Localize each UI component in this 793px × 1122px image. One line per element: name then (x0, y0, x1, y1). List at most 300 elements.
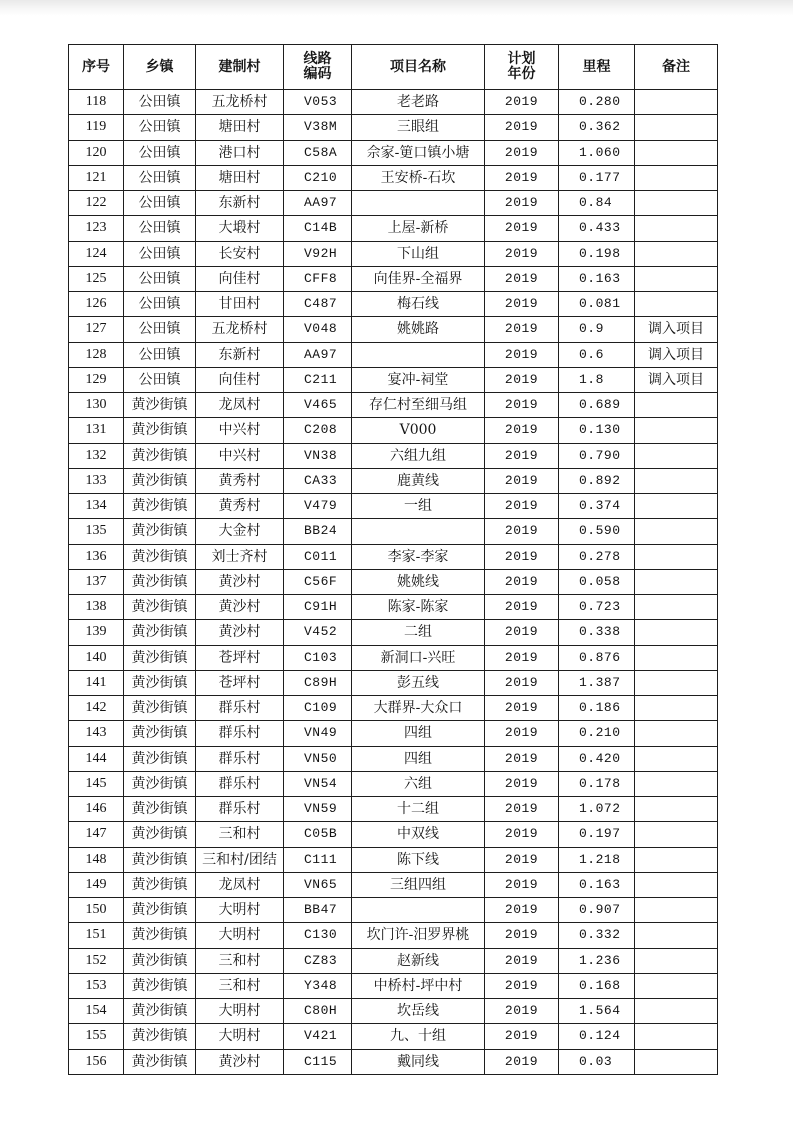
plan-year-cell: 2019 (485, 696, 559, 721)
note-cell (635, 999, 718, 1024)
village-cell: 黄沙村 (196, 1049, 284, 1074)
mileage-cell: 0.168 (559, 973, 635, 998)
project-name-cell: 上屋-新桥 (352, 216, 485, 241)
project-name-cell: 老老路 (352, 90, 485, 115)
note-cell (635, 569, 718, 594)
table-row (69, 292, 718, 317)
note-cell (635, 620, 718, 645)
route-code-cell: VN54 (284, 771, 352, 796)
mileage-cell: 0.163 (559, 872, 635, 897)
project-name-cell: 坎门许-汨罗界桃 (352, 923, 485, 948)
project-name-cell: 向佳界-全福界 (352, 266, 485, 291)
seq-cell: 136 (69, 544, 124, 569)
village-cell: 长安村 (196, 241, 284, 266)
seq-cell: 153 (69, 973, 124, 998)
village-cell: 向佳村 (196, 266, 284, 291)
seq-cell: 144 (69, 746, 124, 771)
route-code-cell: Y348 (284, 973, 352, 998)
village-cell: 群乐村 (196, 771, 284, 796)
table-row (69, 620, 718, 645)
project-name-cell: 下山组 (352, 241, 485, 266)
seq-cell: 121 (69, 165, 124, 190)
table-row (69, 494, 718, 519)
note-cell (635, 418, 718, 443)
town-cell: 黄沙街镇 (124, 746, 196, 771)
route-code-cell: C14B (284, 216, 352, 241)
seq-cell: 119 (69, 115, 124, 140)
mileage-cell: 0.198 (559, 241, 635, 266)
plan-year-cell: 2019 (485, 1024, 559, 1049)
plan-year-cell: 2019 (485, 746, 559, 771)
route-code-cell: V92H (284, 241, 352, 266)
village-cell: 五龙桥村 (196, 90, 284, 115)
plan-year-cell: 2019 (485, 115, 559, 140)
table-row (69, 140, 718, 165)
header-village: 建制村 (196, 45, 284, 90)
note-cell (635, 90, 718, 115)
mileage-cell: 0.590 (559, 519, 635, 544)
seq-cell: 135 (69, 519, 124, 544)
project-name-cell: 鹿黄线 (352, 468, 485, 493)
note-cell (635, 241, 718, 266)
header-town: 乡镇 (124, 45, 196, 90)
seq-cell: 129 (69, 367, 124, 392)
town-cell: 公田镇 (124, 367, 196, 392)
project-name-cell: 陈下线 (352, 847, 485, 872)
seq-cell: 134 (69, 494, 124, 519)
route-code-cell: VN50 (284, 746, 352, 771)
project-name-cell: 新洞口-兴旺 (352, 645, 485, 670)
town-cell: 公田镇 (124, 266, 196, 291)
village-cell: 黄沙村 (196, 620, 284, 645)
table-body (69, 90, 718, 1075)
route-code-cell: C111 (284, 847, 352, 872)
mileage-cell: 0.177 (559, 165, 635, 190)
seq-cell: 126 (69, 292, 124, 317)
note-cell (635, 721, 718, 746)
village-cell: 群乐村 (196, 696, 284, 721)
mileage-cell: 0.178 (559, 771, 635, 796)
town-cell: 黄沙街镇 (124, 519, 196, 544)
route-code-cell: V421 (284, 1024, 352, 1049)
plan-year-cell: 2019 (485, 418, 559, 443)
village-cell: 刘士齐村 (196, 544, 284, 569)
seq-cell: 143 (69, 721, 124, 746)
village-cell: 群乐村 (196, 721, 284, 746)
note-cell (635, 519, 718, 544)
note-cell (635, 696, 718, 721)
project-table (68, 44, 718, 1075)
project-name-cell: 一组 (352, 494, 485, 519)
village-cell: 塘田村 (196, 115, 284, 140)
route-code-cell: VN38 (284, 443, 352, 468)
note-cell (635, 948, 718, 973)
town-cell: 公田镇 (124, 140, 196, 165)
village-cell: 黄秀村 (196, 494, 284, 519)
mileage-cell: 0.03 (559, 1049, 635, 1074)
route-code-cell: VN49 (284, 721, 352, 746)
seq-cell: 145 (69, 771, 124, 796)
route-code-cell: C487 (284, 292, 352, 317)
plan-year-cell: 2019 (485, 241, 559, 266)
town-cell: 公田镇 (124, 165, 196, 190)
seq-cell: 124 (69, 241, 124, 266)
table-row (69, 670, 718, 695)
seq-cell: 131 (69, 418, 124, 443)
project-name-cell: 李家-李家 (352, 544, 485, 569)
route-code-cell: C58A (284, 140, 352, 165)
seq-cell: 140 (69, 645, 124, 670)
plan-year-cell: 2019 (485, 645, 559, 670)
header-seq: 序号 (69, 45, 124, 90)
village-cell: 三和村 (196, 973, 284, 998)
seq-cell: 151 (69, 923, 124, 948)
route-code-cell: V465 (284, 393, 352, 418)
seq-cell: 147 (69, 822, 124, 847)
town-cell: 黄沙街镇 (124, 569, 196, 594)
route-code-cell: CFF8 (284, 266, 352, 291)
header-row (69, 45, 718, 90)
route-code-cell: C80H (284, 999, 352, 1024)
table-row (69, 115, 718, 140)
mileage-cell: 0.081 (559, 292, 635, 317)
note-cell (635, 797, 718, 822)
table-row (69, 569, 718, 594)
route-code-cell: C56F (284, 569, 352, 594)
village-cell: 龙凤村 (196, 393, 284, 418)
village-cell: 塘田村 (196, 165, 284, 190)
note-cell (635, 115, 718, 140)
project-name-cell: 坎岳线 (352, 999, 485, 1024)
note-cell (635, 494, 718, 519)
note-cell (635, 292, 718, 317)
mileage-cell: 0.197 (559, 822, 635, 847)
seq-cell: 122 (69, 191, 124, 216)
route-code-cell: C103 (284, 645, 352, 670)
plan-year-cell: 2019 (485, 292, 559, 317)
project-name-cell: 十二组 (352, 797, 485, 822)
note-cell: 调入项目 (635, 342, 718, 367)
mileage-cell: 0.374 (559, 494, 635, 519)
route-code-cell: C115 (284, 1049, 352, 1074)
mileage-cell: 0.9 (559, 317, 635, 342)
table-row (69, 216, 718, 241)
town-cell: 黄沙街镇 (124, 898, 196, 923)
project-name-cell (352, 519, 485, 544)
route-code-cell: V38M (284, 115, 352, 140)
mileage-cell: 0.689 (559, 393, 635, 418)
route-code-cell: VN65 (284, 872, 352, 897)
village-cell: 群乐村 (196, 797, 284, 822)
seq-cell: 156 (69, 1049, 124, 1074)
table-row (69, 393, 718, 418)
route-code-cell: V048 (284, 317, 352, 342)
project-name-cell: 四组 (352, 746, 485, 771)
seq-cell: 132 (69, 443, 124, 468)
village-cell: 东新村 (196, 191, 284, 216)
table-row (69, 90, 718, 115)
town-cell: 黄沙街镇 (124, 847, 196, 872)
mileage-cell: 1.236 (559, 948, 635, 973)
town-cell: 黄沙街镇 (124, 999, 196, 1024)
header-note: 备注 (635, 45, 718, 90)
table-row (69, 266, 718, 291)
town-cell: 公田镇 (124, 317, 196, 342)
plan-year-cell: 2019 (485, 494, 559, 519)
note-cell (635, 443, 718, 468)
plan-year-cell: 2019 (485, 342, 559, 367)
plan-year-cell: 2019 (485, 999, 559, 1024)
town-cell: 黄沙街镇 (124, 620, 196, 645)
table-row (69, 165, 718, 190)
mileage-cell: 0.058 (559, 569, 635, 594)
seq-cell: 149 (69, 872, 124, 897)
project-name-cell: 戴同线 (352, 1049, 485, 1074)
table-row (69, 191, 718, 216)
project-name-cell: 梅石线 (352, 292, 485, 317)
note-cell (635, 1024, 718, 1049)
mileage-cell: 0.210 (559, 721, 635, 746)
seq-cell: 137 (69, 569, 124, 594)
table-row (69, 999, 718, 1024)
table-row (69, 367, 718, 392)
seq-cell: 123 (69, 216, 124, 241)
plan-year-cell: 2019 (485, 443, 559, 468)
table-row (69, 241, 718, 266)
table-row (69, 519, 718, 544)
village-cell: 龙凤村 (196, 872, 284, 897)
project-name-cell: 四组 (352, 721, 485, 746)
table-row (69, 544, 718, 569)
mileage-cell: 0.420 (559, 746, 635, 771)
table-row (69, 847, 718, 872)
project-name-cell: 六组 (352, 771, 485, 796)
project-name-cell: 宴冲-祠堂 (352, 367, 485, 392)
table-row (69, 872, 718, 897)
route-code-cell: C89H (284, 670, 352, 695)
plan-year-cell: 2019 (485, 797, 559, 822)
seq-cell: 130 (69, 393, 124, 418)
village-cell: 黄沙村 (196, 569, 284, 594)
seq-cell: 146 (69, 797, 124, 822)
note-cell (635, 670, 718, 695)
table-row (69, 595, 718, 620)
note-cell (635, 746, 718, 771)
table-row (69, 468, 718, 493)
note-cell (635, 544, 718, 569)
village-cell: 苍坪村 (196, 645, 284, 670)
note-cell (635, 393, 718, 418)
header-route-code-label: 线路编码 (303, 51, 332, 82)
town-cell: 公田镇 (124, 90, 196, 115)
seq-cell: 127 (69, 317, 124, 342)
table-header (69, 45, 718, 90)
route-code-cell: V452 (284, 620, 352, 645)
mileage-cell: 1.564 (559, 999, 635, 1024)
project-name-cell: 存仁村至细马组 (352, 393, 485, 418)
town-cell: 黄沙街镇 (124, 923, 196, 948)
village-cell: 大塅村 (196, 216, 284, 241)
mileage-cell: 1.218 (559, 847, 635, 872)
town-cell: 公田镇 (124, 241, 196, 266)
plan-year-cell: 2019 (485, 266, 559, 291)
town-cell: 黄沙街镇 (124, 494, 196, 519)
table-row (69, 418, 718, 443)
plan-year-cell: 2019 (485, 165, 559, 190)
note-cell (635, 266, 718, 291)
table-row (69, 696, 718, 721)
project-name-cell: 姚姚线 (352, 569, 485, 594)
header-route-code (284, 45, 352, 90)
project-name-cell (352, 898, 485, 923)
table-row (69, 746, 718, 771)
note-cell (635, 595, 718, 620)
project-name-cell: 彭五线 (352, 670, 485, 695)
table-row (69, 771, 718, 796)
village-cell: 黄沙村 (196, 595, 284, 620)
project-name-cell: 王安桥-石坎 (352, 165, 485, 190)
table-row (69, 342, 718, 367)
village-cell: 群乐村 (196, 746, 284, 771)
route-code-cell: C211 (284, 367, 352, 392)
mileage-cell: 1.060 (559, 140, 635, 165)
note-cell (635, 771, 718, 796)
village-cell: 港口村 (196, 140, 284, 165)
town-cell: 黄沙街镇 (124, 797, 196, 822)
mileage-cell: 0.907 (559, 898, 635, 923)
mileage-cell: 0.186 (559, 696, 635, 721)
seq-cell: 125 (69, 266, 124, 291)
plan-year-cell: 2019 (485, 1049, 559, 1074)
mileage-cell: 0.124 (559, 1024, 635, 1049)
plan-year-cell: 2019 (485, 898, 559, 923)
seq-cell: 118 (69, 90, 124, 115)
seq-cell: 138 (69, 595, 124, 620)
header-mileage: 里程 (559, 45, 635, 90)
note-cell (635, 468, 718, 493)
village-cell: 大金村 (196, 519, 284, 544)
mileage-cell: 0.280 (559, 90, 635, 115)
plan-year-cell: 2019 (485, 569, 559, 594)
route-code-cell: C05B (284, 822, 352, 847)
project-name-cell: 六组九组 (352, 443, 485, 468)
seq-cell: 150 (69, 898, 124, 923)
village-cell: 三和村 (196, 948, 284, 973)
town-cell: 黄沙街镇 (124, 595, 196, 620)
mileage-cell: 0.338 (559, 620, 635, 645)
town-cell: 黄沙街镇 (124, 443, 196, 468)
town-cell: 公田镇 (124, 115, 196, 140)
project-name-cell: 中桥村-坪中村 (352, 973, 485, 998)
plan-year-cell: 2019 (485, 948, 559, 973)
note-cell (635, 165, 718, 190)
route-code-cell: CZ83 (284, 948, 352, 973)
village-cell: 大明村 (196, 923, 284, 948)
mileage-cell: 0.892 (559, 468, 635, 493)
town-cell: 黄沙街镇 (124, 418, 196, 443)
town-cell: 公田镇 (124, 292, 196, 317)
note-cell (635, 822, 718, 847)
route-code-cell: C210 (284, 165, 352, 190)
note-cell (635, 973, 718, 998)
table-row (69, 797, 718, 822)
project-name-cell: 九、十组 (352, 1024, 485, 1049)
plan-year-cell: 2019 (485, 544, 559, 569)
plan-year-cell: 2019 (485, 140, 559, 165)
village-cell: 中兴村 (196, 443, 284, 468)
mileage-cell: 0.6 (559, 342, 635, 367)
seq-cell: 154 (69, 999, 124, 1024)
project-name-cell (352, 342, 485, 367)
note-cell (635, 216, 718, 241)
table-row (69, 721, 718, 746)
table-row (69, 923, 718, 948)
plan-year-cell: 2019 (485, 620, 559, 645)
plan-year-cell: 2019 (485, 317, 559, 342)
note-cell: 调入项目 (635, 317, 718, 342)
project-name-cell: 三眼组 (352, 115, 485, 140)
plan-year-cell: 2019 (485, 822, 559, 847)
town-cell: 黄沙街镇 (124, 645, 196, 670)
route-code-cell: VN59 (284, 797, 352, 822)
plan-year-cell: 2019 (485, 393, 559, 418)
table-row (69, 1049, 718, 1074)
project-name-cell: 三组四组 (352, 872, 485, 897)
project-name-cell (352, 191, 485, 216)
project-name-cell: V000 (352, 418, 485, 443)
plan-year-cell: 2019 (485, 670, 559, 695)
town-cell: 黄沙街镇 (124, 822, 196, 847)
town-cell: 公田镇 (124, 191, 196, 216)
project-name-cell: 中双线 (352, 822, 485, 847)
route-code-cell: V053 (284, 90, 352, 115)
town-cell: 黄沙街镇 (124, 544, 196, 569)
village-cell: 甘田村 (196, 292, 284, 317)
note-cell (635, 191, 718, 216)
note-cell (635, 872, 718, 897)
route-code-cell: V479 (284, 494, 352, 519)
town-cell: 公田镇 (124, 342, 196, 367)
seq-cell: 155 (69, 1024, 124, 1049)
town-cell: 黄沙街镇 (124, 973, 196, 998)
project-name-cell: 赵新线 (352, 948, 485, 973)
route-code-cell: BB24 (284, 519, 352, 544)
route-code-cell: C91H (284, 595, 352, 620)
note-cell: 调入项目 (635, 367, 718, 392)
town-cell: 黄沙街镇 (124, 670, 196, 695)
table-row (69, 1024, 718, 1049)
town-cell: 黄沙街镇 (124, 771, 196, 796)
mileage-cell: 0.130 (559, 418, 635, 443)
route-code-cell: AA97 (284, 342, 352, 367)
plan-year-cell: 2019 (485, 872, 559, 897)
note-cell (635, 847, 718, 872)
plan-year-cell: 2019 (485, 847, 559, 872)
seq-cell: 141 (69, 670, 124, 695)
route-code-cell: C011 (284, 544, 352, 569)
town-cell: 黄沙街镇 (124, 696, 196, 721)
mileage-cell: 0.876 (559, 645, 635, 670)
route-code-cell: C109 (284, 696, 352, 721)
header-project-name: 项目名称 (352, 45, 485, 90)
village-cell: 苍坪村 (196, 670, 284, 695)
route-code-cell: CA33 (284, 468, 352, 493)
village-cell: 五龙桥村 (196, 317, 284, 342)
village-cell: 三和村 (196, 822, 284, 847)
note-cell (635, 923, 718, 948)
mileage-cell: 1.387 (559, 670, 635, 695)
project-name-cell: 姚姚路 (352, 317, 485, 342)
